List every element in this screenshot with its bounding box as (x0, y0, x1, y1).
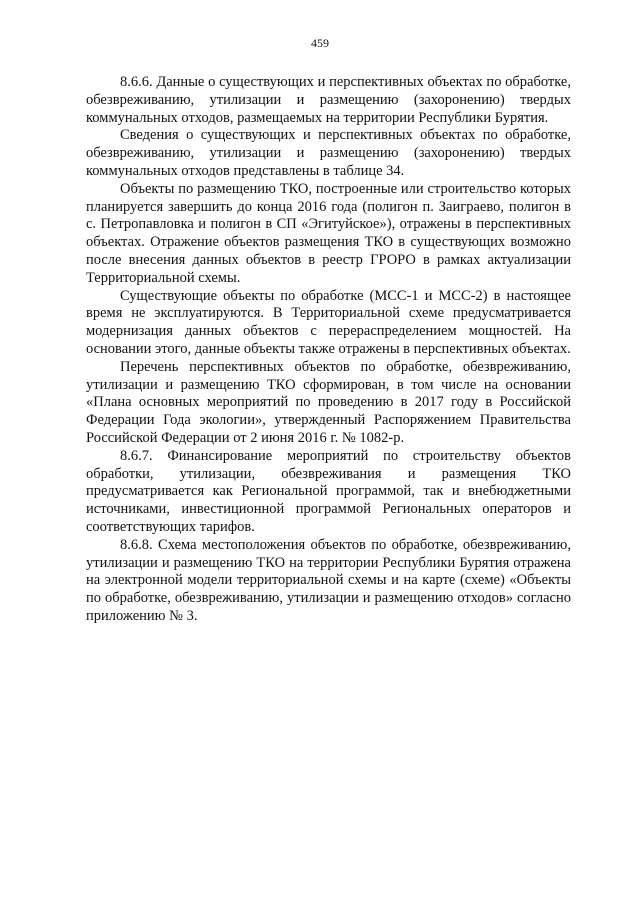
document-body (86, 74, 571, 626)
paragraph-processing-objects: Существующие объекты по обработке (МСС-1 и МСС-2) в настоящее время не эксплуатируются. В Территориальной схеме предусматривается модернизация данных объектов с перераспределением мощностей. На основании этого, данные объекты также отражены в перспективных объектах. (86, 287, 571, 357)
paragraph-8-6-7: 8.6.7. Финансирование мероприятий по строительству объектов обработки, утилизации, обезвреживания и размещения ТКО предусматривается как Региональной программой, так и внебюджетными источниками, инвестиционной программой Региональных операторов и соответствующих тарифов. (86, 447, 571, 535)
page-number: 459 (311, 36, 329, 50)
paragraph-prospective-list: Перечень перспективных объектов по обработке, обезвреживанию, утилизации и размещению ТКО сформирован, в том числе на основании «Плана основных мероприятий по проведению в 2017 году в Российской Федерации Года экологии», утвержденный Распоряжением Правительства Российской Федерации от 2 июня 2016 г. № 1082-р. (86, 358, 571, 446)
paragraph-8-6-6: 8.6.6. Данные о существующих и перспективных объектах по обработке, обезвреживанию, утилизации и размещению (захоронению) твердых коммунальных отходов, размещаемых на территории Республики Бурятия. (86, 74, 571, 126)
paragraph-8-6-8: 8.6.8. Схема местоположения объектов по обработке, обезвреживанию, утилизации и размещению ТКО на территории Республики Бурятия отражена на электронной модели территориальной схемы и на карте (схеме) «Объекты по обработке, обезвреживанию, утилизации и размещению отходов» согласно приложению № 3. (86, 536, 571, 624)
paragraph-placement-objects: Объекты по размещению ТКО, построенные или строительство которых планируется завершить до конца 2016 года (полигон п. Заиграево, полигон в с. Петропавловка и полигон в СП «Эгитуйское»), отражены в перспективных объектах. Отражение объектов размещения ТКО в существующих возможно после внесения данных объектов в реестр ГРОРО в рамках актуализации Территориальной схемы. (86, 180, 571, 286)
paragraph-existing-objects-info: Сведения о существующих и перспективных объектах по обработке, обезвреживанию, утилизации и размещению (захоронению) твердых коммунальных отходов представлены в таблице 34. (86, 127, 571, 179)
